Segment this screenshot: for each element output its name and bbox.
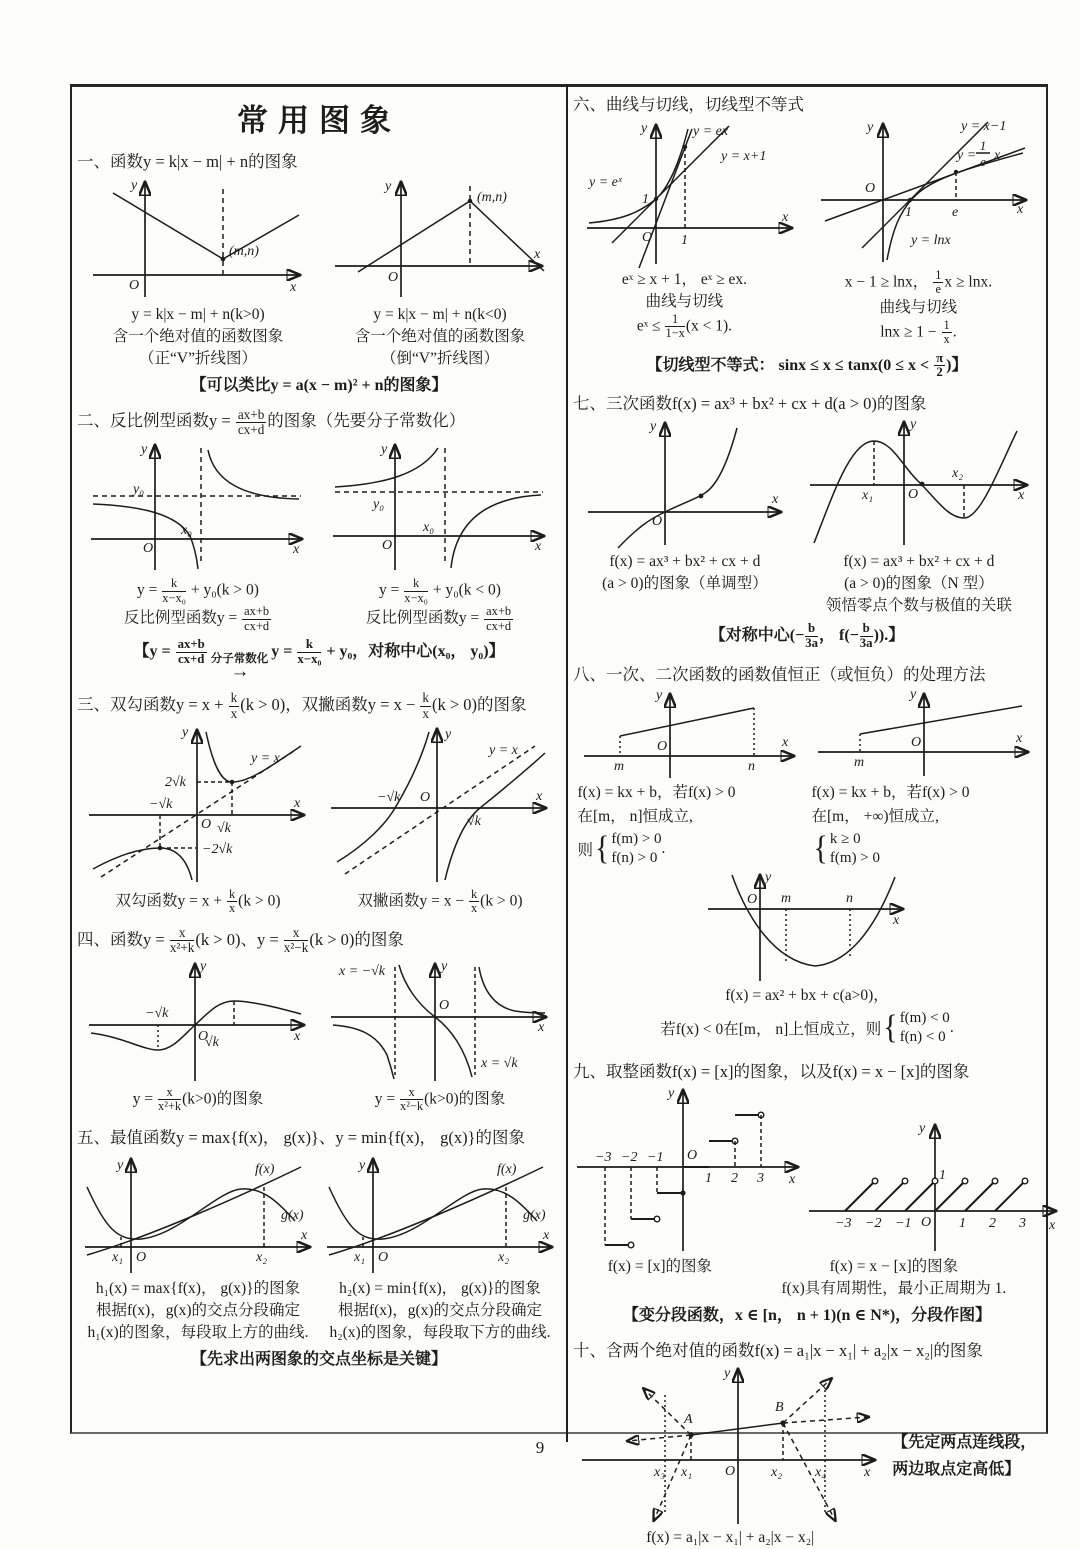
caption-left: y = k|x − m| + n(k>0) 含一个绝对值的函数图象 （正“V”折线图） (112, 306, 284, 367)
branch-right (479, 967, 545, 1013)
graph-label: √k (467, 813, 481, 829)
linear-on-ray-block (812, 686, 1037, 869)
graph-label: y = lnx (911, 233, 951, 248)
graph-label: y (641, 121, 648, 136)
graph-label: 3 (757, 1170, 764, 1186)
graph-label: x₄ (814, 1465, 826, 1481)
graph-label: O (136, 1249, 147, 1265)
graph-label: x (781, 734, 788, 750)
section-9-heading: 九、取整函数f(x) = [x]的图象，以及f(x) = x − [x]的图象 (573, 1061, 970, 1081)
graph-label: y (723, 1366, 730, 1382)
graph-label: y = ex (693, 124, 729, 139)
graph-parabola-mn (702, 869, 912, 984)
section-4 (77, 926, 561, 1114)
graph-line-segment-mn (578, 686, 803, 781)
graph-label: y (655, 687, 662, 703)
section-8-heading: 八、一次、二次函数的函数值恒正（或恒负）的处理方法 (573, 664, 986, 684)
caption-left: h₁(x) = max{f(x)， g(x)}的图象 根据f(x)，g(x)的交点分段确定 h₁(x)的图象，每段取上方的曲线. (87, 1279, 309, 1341)
graph-label: A (683, 1412, 693, 1428)
inequalities-left: eˣ ≥ x + 1， eˣ ≥ ex. 曲线与切线 eˣ ≤ $\frac{1}{1-x}$ (x < 1). (621, 271, 747, 341)
graph-x-over-x2-plus-k (83, 957, 313, 1085)
graph-label: O (747, 891, 758, 907)
graph-label: y = x (251, 750, 280, 766)
graph-label: y (385, 179, 392, 194)
graph-label: O (198, 1028, 209, 1044)
caption-right: h₂(x) = min{f(x)， g(x)}的图象 根据f(x)，g(x)的交点分段确定 h₂(x)的图象，每段取下方的曲线. (329, 1279, 551, 1341)
graph-label: n (747, 758, 755, 774)
section-7-note: 【对称中心(− $\frac{b}{3a}$ ， f(− $\frac{b}{3a}$ )).】 (709, 621, 905, 650)
graph-label: x (1018, 488, 1025, 504)
dashed-ray (783, 1379, 831, 1423)
caption-right: 双撇函数y = x − $\frac{k}{x}$ (k > 0) (357, 886, 523, 916)
graph-label: −1 (647, 1149, 664, 1165)
graph-label: g(x) (523, 1207, 546, 1223)
graph-label: O (201, 816, 212, 832)
graph-line-ray-m (812, 686, 1037, 781)
graph-label: B (774, 1400, 784, 1416)
graph-label: 2 (731, 1170, 738, 1186)
graph-label: y (668, 1085, 675, 1101)
graph-label: y (359, 1157, 366, 1173)
graph-label: y (650, 419, 657, 435)
section-1-heading: 一、函数y = k|x − m| + n的图象 (77, 152, 298, 171)
graph-cubic-n-shape (804, 415, 1034, 550)
graph-label: f(x) (255, 1161, 275, 1177)
curve-f (87, 1167, 301, 1255)
section-5-heading: 五、最值函数y = max{f(x)， g(x)}、y = min{f(x)， g(x)}的图象 (77, 1127, 526, 1147)
graph-label: x (1015, 730, 1022, 746)
graph-label: y (182, 724, 189, 740)
graph-label: y (445, 726, 452, 742)
graph-exp-tangents (581, 116, 799, 268)
graph-label: x (536, 788, 543, 804)
graph-label: y (765, 869, 772, 885)
graph-label: y (919, 1120, 926, 1136)
graph-label: O (652, 514, 663, 530)
section-3 (77, 691, 561, 916)
graph-x-over-x2-minus-k (325, 957, 555, 1085)
graph-label: x (789, 1171, 796, 1187)
graph-label: x (772, 492, 779, 508)
graph-label: O (382, 538, 393, 554)
graph-label: x (535, 539, 542, 555)
page-title: 常用图象 (237, 103, 401, 138)
graph-label: −3 (835, 1215, 852, 1231)
section-2-heading: 二、反比例型函数y = $\frac{ax+b}{cx+d}$ 的图象（先要分子常数化） (77, 406, 466, 438)
section-10-heading: 十、含两个绝对值的函数f(x) = a₁|x − x₁| + a₂|x − x₂|的图象 (573, 1341, 983, 1361)
graph-label: x (294, 1028, 301, 1044)
condition-line: f(x) = ax² + bx + c(a>0)， (725, 986, 889, 1004)
section-5 (77, 1124, 561, 1371)
graph-label: O (865, 181, 876, 196)
graph-label: 2 (989, 1215, 996, 1231)
section-1-note: 【可以类比y = a(x − m)² + n的图象】 (190, 377, 448, 394)
graph-label: x (301, 1227, 308, 1243)
line-f (860, 706, 1022, 734)
graph-label: e (952, 205, 959, 220)
condition-line: f(x) = kx + b，若f(x) > 0 (577, 783, 736, 801)
graph-label: x₂ (498, 1249, 510, 1265)
inequalities-right: x − 1 ≥ lnx， $\frac{1}{e}$ x ≥ lnx. 曲线与切线 lnx ≥ 1 − $\frac{1}{x}$ . (844, 268, 993, 347)
graph-label: √k (217, 820, 231, 836)
graph-label: O (724, 1464, 735, 1480)
graph-label: x (543, 1227, 550, 1243)
graph-label: f(x) (497, 1161, 517, 1177)
graph-label: −√k (149, 796, 173, 812)
fraction-denominator: e (980, 154, 986, 169)
graph-label: x₀ (181, 523, 193, 539)
caption: f(x) = a₁|x − x₁| + a₂|x − x₂| (646, 1529, 815, 1547)
graph-label: −2 (865, 1215, 882, 1231)
graph-label: y₀ (133, 482, 145, 498)
graph-min-function (321, 1149, 559, 1277)
graph-label: 1 (905, 205, 912, 220)
section-6-heading: 六、曲线与切线，切线型不等式 (573, 95, 804, 114)
system-of-inequalities: 则 { f(m) > 0 f(n) > 0 . (577, 830, 666, 868)
graph-label: x (538, 1019, 545, 1035)
caption-right: y = k|x − m| + n(k<0) 含一个绝对值的函数图象 （倒“V”折线图） (354, 306, 526, 367)
graph-label: x₁ (680, 1465, 692, 1481)
branch-upper-right (208, 450, 299, 499)
caption-left: f(x) = [x]的图象 (607, 1257, 713, 1275)
graph-label: −2√k (202, 841, 233, 857)
graph-label: √k (205, 1034, 219, 1050)
cubic-curve (618, 428, 737, 548)
section-10-note: 【先定两点连线段， 两边取点定高低】 (892, 1433, 1037, 1478)
graph-label: n (846, 890, 853, 906)
graph-label: x = √k (481, 1055, 518, 1071)
section-6-note: 【切线型不等式： sinx ≤ x ≤ tanx(0 ≤ x < $\frac{\pi}{2}$ )】 (646, 350, 968, 380)
graph-label: x (863, 1465, 870, 1481)
graph-label: x₂ (770, 1465, 782, 1481)
branch-lower-right (451, 495, 541, 568)
graph-label: (m,n) (229, 244, 259, 259)
graph-label: 1 (939, 1167, 946, 1183)
section-7-heading: 七、三次函数f(x) = ax³ + bx² + cx + d(a > 0)的图象 (573, 394, 927, 414)
caption-left: y = $\frac{k}{\text{x−x₀}}$ + y₀(k > 0) 反比例型函数y = $\frac{ax+b}{cx+d}$ (123, 576, 270, 633)
graph-label: x (293, 542, 300, 558)
segment-ab (691, 1423, 783, 1435)
graph-shuangpie (325, 722, 555, 887)
graph-label: −1 (895, 1215, 912, 1231)
page-number: 9 (535, 1438, 545, 1457)
graph-label: O (388, 270, 399, 285)
linear-on-interval-block (578, 686, 803, 869)
graph-label: x₁ (112, 1249, 124, 1265)
graph-label: O (143, 541, 154, 557)
condition-line: 在[m， +∞)恒成立, (811, 807, 939, 825)
section-7 (573, 390, 1041, 651)
graph-label: x₂ (256, 1249, 268, 1265)
graph-label: O (129, 278, 140, 293)
condition-line: f(x) = kx + b，若f(x) > 0 (811, 783, 970, 801)
caption-right: y = $\frac{k}{\text{x−x₀}}$ + y₀(k < 0) 反比例型函数y = $\frac{ax+b}{cx+d}$ (365, 576, 512, 633)
graph-label: x₀ (423, 520, 435, 536)
graph-label: x₃ (653, 1465, 665, 1481)
graph-label: O (439, 997, 450, 1013)
graph-label: y (910, 417, 917, 433)
section-2-note: 【y = $\frac{ax+b}{cx+d}$ 分子常数化 → y = $\frac{k}{\text{x−x₀}}$ + y₀，对称中心(x₀， y₀)】 (133, 636, 505, 682)
graph-label: m (853, 754, 864, 770)
graph-label: x (893, 912, 900, 928)
graph-label: y₀ (373, 497, 385, 513)
section-9 (573, 1058, 1056, 1327)
caption-left: f(x) = ax³ + bx² + cx + d (a > 0)的图象（单调型） (602, 553, 768, 593)
section-4-heading: 四、函数y = $\frac{x}{\text{x²+k}}$ (k > 0)、y = $\frac{x}{\text{x²−k}}$ (k > 0)的图象 (77, 925, 404, 956)
graph-label: −3 (595, 1149, 612, 1165)
graph-label: y = x+1 (721, 149, 767, 164)
graph-label: (m,n) (477, 190, 507, 205)
graph-label: m (781, 890, 792, 906)
graph-label: O (420, 789, 431, 805)
inverted-v-curve (358, 201, 544, 272)
section-3-heading: 三、双勾函数y = x + $\frac{k}{x}$ (k > 0)，双撇函数y = x − $\frac{k}{x}$ (k > 0)的图象 (77, 690, 527, 721)
v-curve (113, 193, 299, 259)
caption-left: 双勾函数y = x + $\frac{k}{x}$ (k > 0) (115, 886, 281, 916)
graph-hyperbola-k-negative (325, 438, 555, 576)
graph-label: y (381, 442, 388, 458)
graph-label: y (200, 958, 207, 974)
graph-label: m (613, 758, 624, 774)
graph-label: O (908, 487, 919, 503)
graph-label: 1 (681, 233, 688, 248)
graph-label: x₁ (354, 1249, 366, 1265)
graph-label: x₁ (862, 488, 874, 504)
section-8 (573, 661, 1041, 1048)
graph-label: −√k (377, 789, 401, 805)
graph-label: x (290, 280, 297, 295)
fraction-numerator: 1 (979, 138, 987, 153)
graph-cubic-monotonic (580, 415, 790, 550)
graph-label: y = x (489, 742, 518, 758)
caption-right: f(x) = x − [x]的图象 f(x)具有周期性，最小正周期为 1. (781, 1257, 1007, 1297)
right-column (568, 87, 1056, 1547)
graph-label: O (642, 230, 653, 245)
graph-label: x₂ (952, 466, 964, 482)
graph-abs-v-negative (325, 173, 555, 303)
graph-label: −2 (621, 1149, 638, 1165)
graph-label: 2√k (165, 774, 186, 790)
graph-label: x (534, 247, 541, 262)
caption-right: f(x) = ax³ + bx² + cx + d (a > 0)的图象（N 型） 领悟零点个数与极值的关联 (825, 553, 1012, 615)
graph-label: O (656, 738, 667, 754)
graph-label: y = eˣ (589, 175, 622, 190)
section-5-note: 【先求出两图象的交点坐标是关键】 (190, 1350, 447, 1368)
graph-abs-v-positive (83, 173, 313, 303)
branch-left (333, 1025, 394, 1079)
caption-left: y = $\frac{x}{\text{x²+k}}$ (k>0)的图象 (132, 1084, 264, 1114)
graph-label: x (1017, 202, 1024, 217)
graph-label: x (994, 148, 1001, 163)
section-2 (77, 407, 561, 681)
graph-label: y (141, 442, 148, 458)
graph-label: x (294, 795, 301, 811)
graph-label: y (867, 120, 874, 135)
graph-label: y = (957, 148, 977, 163)
asymptote-y-equals-x (345, 746, 535, 874)
graph-label: 1 (642, 192, 649, 207)
caption-right: y = $\frac{x}{\text{x²−k}}$ (k>0)的图象 (374, 1084, 506, 1114)
graph-max-function (79, 1149, 317, 1277)
parabola (732, 875, 895, 966)
graph-fractional-part (805, 1119, 1063, 1255)
curve-f (329, 1167, 543, 1255)
graph-label: −√k (145, 1005, 169, 1021)
system-of-inequalities: 若f(x) < 0在[m， n]上恒成立，则 { f(m) < 0 f(n) < 0 . (660, 1009, 954, 1047)
graph-label: O (687, 1147, 698, 1163)
left-column (72, 87, 566, 1432)
section-1 (77, 148, 561, 397)
section-6 (573, 91, 1041, 380)
system-of-inequalities: { k ≥ 0 f(m) > 0 (813, 830, 881, 868)
section-9-note: 【变分段函数，x ∈ [n， n + 1)(n ∈ N*)，分段作图】 (622, 1306, 992, 1324)
graph-label: O (378, 1249, 389, 1265)
graph-label: 1 (959, 1215, 966, 1231)
graph-label: y (441, 958, 448, 974)
graph-label: g(x) (281, 1207, 304, 1223)
graph-label: y (909, 686, 916, 702)
graph-label: x (782, 210, 789, 225)
graph-label: 1 (705, 1170, 712, 1186)
labeled-arrow: 分子常数化 → (210, 652, 269, 682)
graph-shuanggou (83, 722, 313, 887)
graph-label: y (131, 178, 138, 193)
graph-label: x (1049, 1217, 1056, 1233)
graph-label: 3 (1019, 1215, 1026, 1231)
line-f (620, 708, 754, 736)
graph-label: y = x−1 (961, 119, 1007, 134)
condition-line: 在[m， n]恒成立, (577, 807, 693, 825)
graph-hyperbola-k-positive (83, 438, 313, 576)
graph-label: y (117, 1157, 124, 1173)
graph-label: O (921, 1214, 932, 1230)
graph-floor-function (573, 1083, 805, 1255)
branch-left (93, 848, 192, 880)
graph-ln-tangents (815, 116, 1033, 268)
graph-label: O (910, 734, 921, 750)
page-border (70, 84, 1056, 1547)
graph-label: x = −√k (339, 963, 386, 979)
